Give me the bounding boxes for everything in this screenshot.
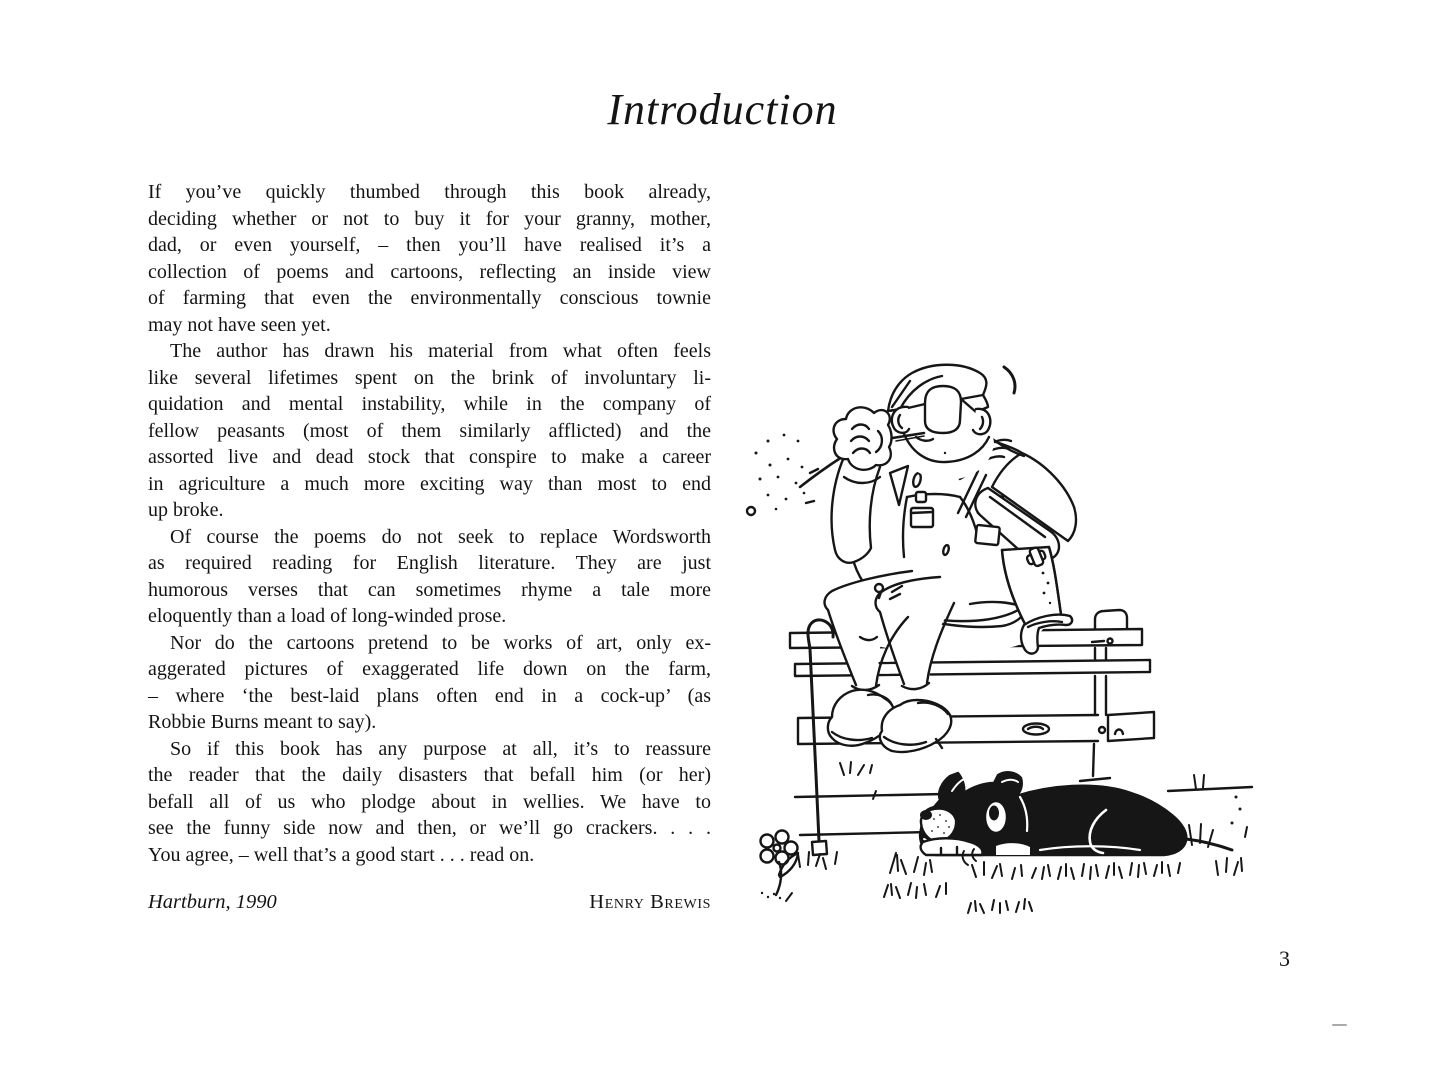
text-line: eloquently than a load of long-winded prose.	[148, 605, 507, 627]
text-line: befall all of us who plodge about in wellies. We have to	[148, 790, 711, 813]
shepherds-crook	[808, 620, 833, 855]
text-line: of farming that even the environmentally conscious townie	[148, 287, 711, 309]
straw-sprinkles	[755, 434, 806, 511]
text-line: like several lifetimes spent on the brink of involuntary li-	[148, 366, 711, 389]
text-line: aggerated pictures of exaggerated life down on the farm,	[148, 658, 711, 680]
sprinkle-ring	[747, 507, 755, 515]
text-line: collection of poems and cartoons, reflecting an inside view	[148, 260, 711, 283]
farmer-legs	[825, 571, 954, 690]
farmer-head	[888, 365, 994, 480]
paragraph	[148, 524, 711, 630]
flower	[761, 831, 799, 896]
text-line: humorous verses that can sometimes rhyme a tale more	[148, 578, 711, 601]
text-line: may not have seen yet.	[148, 313, 331, 336]
body-text	[148, 179, 711, 868]
text-line: as required reading for English literature. They are just	[148, 552, 711, 574]
text-line: deciding whether or not to buy it for your granny, mother,	[148, 207, 711, 230]
text-line: quidation and mental instability, while in the company of	[148, 393, 711, 415]
page-title: Introduction	[607, 85, 838, 134]
text-line: Of course the poems do not seek to replace Wordsworth	[170, 525, 711, 548]
text-line: The author has drawn his material from what often feels	[170, 340, 711, 362]
text-line: So if this book has any purpose at all, it’s to reassure	[170, 737, 711, 760]
scan-artifact-dash	[1332, 1024, 1347, 1026]
signature-author: Henry Brewis	[589, 891, 711, 913]
page-number: 3	[1279, 946, 1290, 971]
signature-place-date: Hartburn, 1990	[148, 891, 277, 913]
cartoon-svg	[740, 345, 1270, 925]
text-line: Robbie Burns meant to say).	[148, 711, 377, 733]
text-line: up broke.	[148, 499, 224, 521]
text-line: see the funny side now and then, or we’ll go crackers. . . .	[148, 817, 711, 839]
nose	[925, 386, 961, 433]
paragraph	[148, 630, 711, 736]
text-line: assorted live and dead stock that conspire to make a career	[148, 446, 711, 468]
farmer	[747, 365, 1076, 752]
paragraph	[148, 179, 711, 338]
dog-eye	[989, 806, 999, 821]
paragraph	[148, 736, 711, 869]
text-line: If you’ve quickly thumbed through this book already,	[148, 181, 711, 203]
sheepdog	[920, 772, 1232, 855]
paragraph	[148, 338, 711, 524]
text-line: the reader that the daily disasters that befall him (or her)	[148, 764, 711, 786]
farmer-shoes	[828, 690, 951, 752]
text-line: in agriculture a much more exciting way than most to end	[148, 472, 711, 495]
signature-row	[148, 891, 711, 914]
text-line: – where ‘the best-laid plans often end in a cock-up’ (as	[148, 684, 711, 707]
text-line: fellow peasants (most of them similarly afflicted) and the	[148, 419, 711, 442]
motion-mark	[1004, 367, 1015, 393]
text-line: dad, or even yourself, – then you’ll have realised it’s a	[148, 234, 711, 256]
illustration-farmer-on-gate	[740, 345, 1270, 925]
text-line: You agree, – well that’s a good start . . . read on.	[148, 843, 535, 866]
text-line: Nor do the cartoons pretend to be works of art, only ex-	[170, 631, 711, 654]
